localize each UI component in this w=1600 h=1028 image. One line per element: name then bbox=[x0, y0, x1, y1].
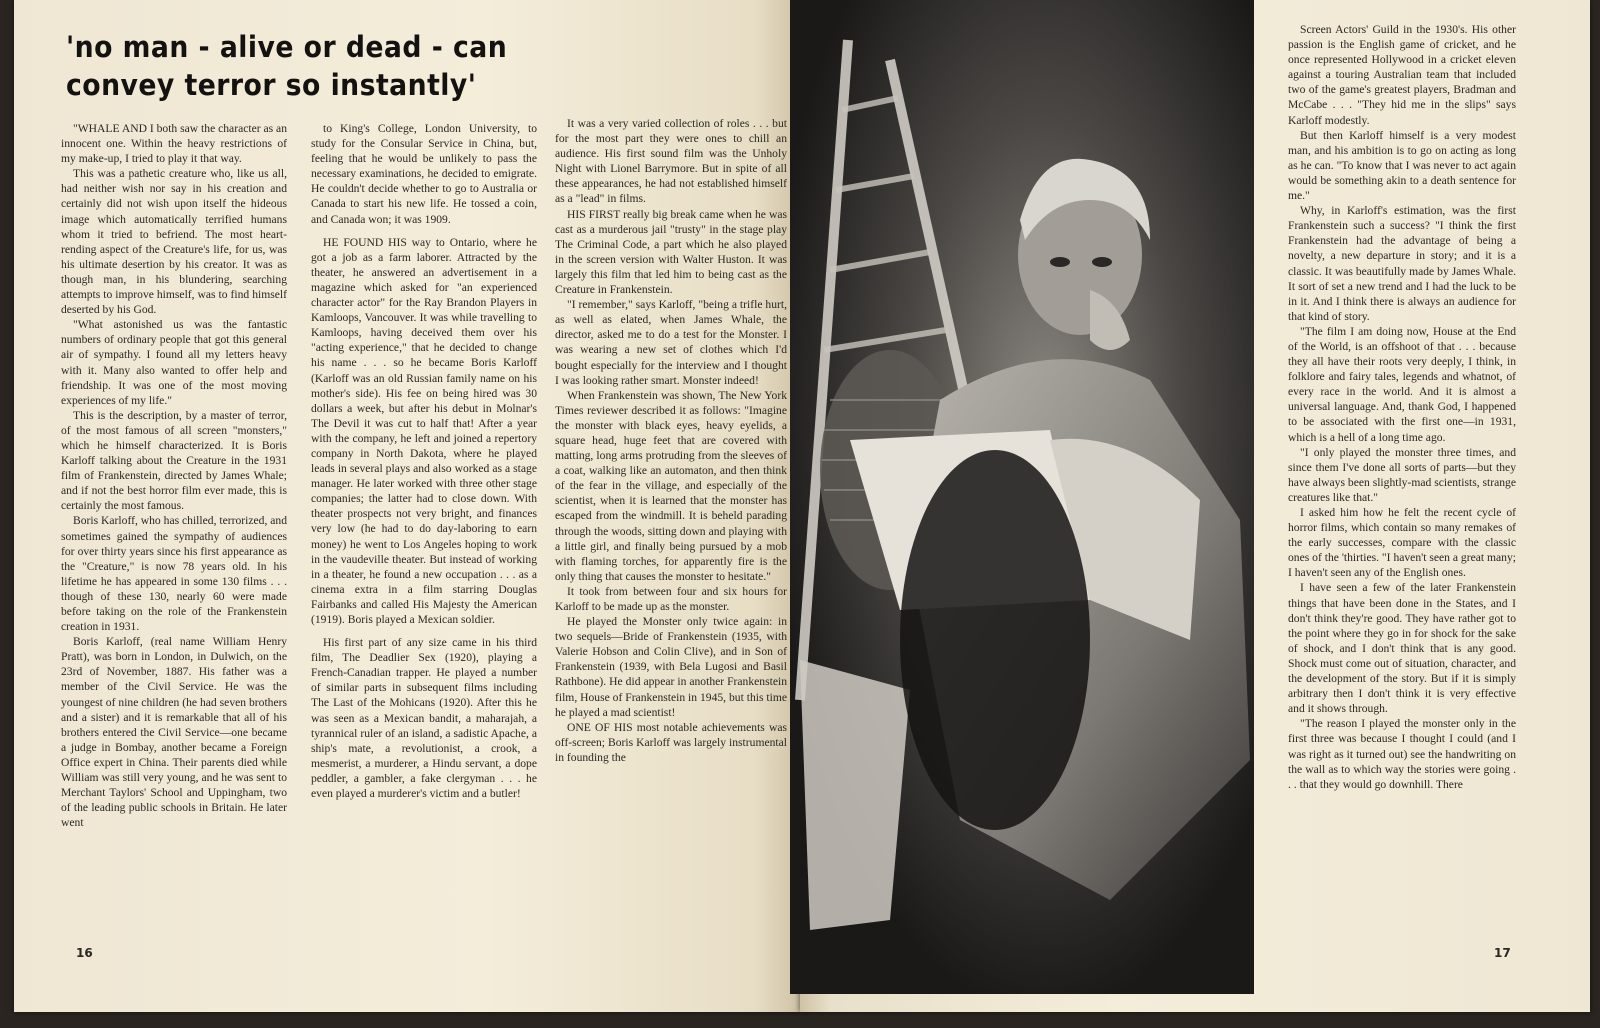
paragraph: Why, in Karloff's estimation, was the first Frankenstein such a success? "I think the first Frankenstein had the advantage of being a novelty, a new departure in story; and it is a classic. It was beautifully made by James Whale. It sort of set a new trend and I had the luck to be in it. And I think there is always an audience for that kind of story. bbox=[1288, 204, 1516, 323]
paragraph: "I remember," says Karloff, "being a trifle hurt, as well as elated, when James Whale, the director, asked me to do a test for the Monster. I was wearing a new set of clothes which I'd bought especially for the interview and I thought I was looking rather smart. Monster indeed! bbox=[555, 298, 787, 387]
article-column-2 bbox=[311, 121, 537, 941]
paragraph: ONE OF HIS most notable achievements was off-screen; Boris Karloff was largely instrumental in founding the bbox=[555, 720, 787, 764]
paragraph: HE FOUND HIS way to Ontario, where he got a job as a farm laborer. Attracted by the theater, he answered an advertisement in a magazine which asked for "an experienced character actor" for the Ray Brandon Players in Kamloops, Vancouver. It was while travelling to Kamloops, having deceived them over his "acting experience," that he decided to change his name . . . so he became Boris Karloff (Karloff was an old Russian family name on his mother's side). His fee on being hired was 30 dollars a week, but after his debut in Molnar's The Devil it was cut to half that! After a year with the company, he left and joined a repertory company in North Dakota, where he played leads in several plays and also worked as a stage manager. He later worked with three other stage companies; the latter had to close down. With theater prospects not very bright, and finances very low (he had to do day-laboring to earn money) he went to Los Angeles hoping to work in the vaudeville theater. But instead of working in a theater, he found a new occupation . . . as a cinema extra in a film starring Douglas Fairbanks and called His Majesty the American (1919). Boris played a Mexican soldier. bbox=[311, 235, 537, 626]
paragraph: Boris Karloff, who has chilled, terrorized, and sometimes gained the sympathy of audiences for over thirty years since his first appearance as the "Creature," is now 78 years old. In his lifetime he has appeared in some 130 films . . . though of these 130, nearly 60 were made before taking on the role of the Frankenstein creation in 1931. bbox=[61, 514, 287, 634]
paragraph: It was a very varied collection of roles . . . but for the most part they were ones to chill an audience. His first sound film was the Unholy Night with Lionel Barrymore. But in spite of all these appearances, he had not established himself as a "lead" in films. bbox=[555, 117, 787, 206]
paragraph: HIS FIRST really big break came when he was cast as a murderous jail "trusty" in the stage play The Criminal Code, a part which he also played in the screen version with Walter Huston. It was largely this film that led him to being cast as the Creature in Frankenstein. bbox=[555, 207, 787, 297]
paragraph: I asked him how he felt the recent cycle of horror films, which contain so many remakes of the early successes, compare with the classic ones of the 'thirties. "I haven't seen a great many; I haven't seen any of the English ones. bbox=[1288, 506, 1516, 580]
paragraph: This is the description, by a master of terror, of the most famous of all screen "monsters," which he himself characterized. It is Boris Karloff talking about the Creature in the 1931 film of Frankenstein, directed by James Whale; and if not the best horror film ever made, this is certainly the most famous. bbox=[61, 408, 287, 513]
paragraph: When Frankenstein was shown, The New York Times reviewer described it as follows: "Imagine the monster with black eyes, heavy eyelids, a square head, huge feet that are covered with matting, long arms protruding from the sleeves of a coat, walking like an automaton, and then think of the fear in the village, and especially of the scientist, when it is learned that the monster has escaped from the windmill. It is beheld parading through the woods, sitting down and playing with a little girl, and finally being pursued by a mob with flaming torches, for apparently fire is the only thing that causes the monster to hesitate." bbox=[555, 388, 787, 583]
paragraph: This was a pathetic creature who, like us all, had neither wish nor say in his creation and certainly did not wish upon itself the hideous image which automatically terrified humans whom it tried to befriend. The most heart-rending aspect of the Creature's life, for us, was his ultimate desertion by his creator. It was as though man, in his blundering, searching attempts to improve himself, was to find himself deserted by his God. bbox=[61, 167, 287, 317]
article-column-1 bbox=[61, 121, 287, 941]
paragraph: "The reason I played the monster only in the first three was because I thought I could (and I was right as it turned out) see the handwriting on the wall as to which way the stories were going . . . that they would go downhill. There bbox=[1288, 717, 1516, 791]
page-number-right: 17 bbox=[1494, 946, 1511, 960]
headline: 'no man - alive or dead - can convey terror so instantly' bbox=[66, 30, 508, 102]
paragraph: His first part of any size came in his third film, The Deadlier Sex (1920), playing a French-Canadian trapper. He played a number of similar parts in subsequent films including The Last of the Mohicans (1920). After this he was seen as a Mexican bandit, a maharajah, a tyrannical ruler of an island, a sadistic Apache, a ship's mate, a revolutionist, a crook, a mesmerist, a murderer, a Hindu servant, a dope peddler, a gambler, a fake clergyman . . . he even played a murderer's victim and a butler! bbox=[311, 636, 537, 801]
paragraph: "I only played the monster three times, and since them I've done all sorts of parts—but they have always been slightly-mad scientists, strange creatures like that." bbox=[1288, 445, 1516, 504]
paragraph: "WHALE AND I both saw the character as an innocent one. Within the heavy restrictions of my make-up, I tried to play it that way. bbox=[61, 122, 287, 166]
paragraph: "What astonished us was the fantastic numbers of ordinary people that got this general air of sympathy. I found all my letters heavy with it. Many also wanted to offer help and friendship. It was one of the most moving experiences of my life." bbox=[61, 318, 287, 407]
paragraph: It took from between four and six hours for Karloff to be made up as the monster. bbox=[555, 584, 787, 613]
article-column-3 bbox=[555, 116, 787, 941]
paragraph: He played the Monster only twice again: in two sequels—Bride of Frankenstein (1935, with Valerie Hobson and Colin Clive), and in Son of Frankenstein (1939, with Bela Lugosi and Basil Rathbone). He did appear in another Frankenstein film, House of Frankenstein in 1945, but this time he played a mad scientist! bbox=[555, 615, 787, 719]
karloff-photo bbox=[790, 0, 1254, 994]
paragraph: to King's College, London University, to study for the Consular Service in China, but, feeling that he would be unlikely to pass the necessary examinations, he decided to emigrate. He couldn't decide whether to go to Australia or Canada to start his new life. He tossed a coin, and Canada won; it was 1909. bbox=[311, 122, 537, 226]
paragraph: Boris Karloff, (real name William Henry Pratt), was born in London, in Dulwich, on the 23rd of November, 1887. His father was a member of the Civil Service. He was the youngest of nine children (he had seven brothers and a sister) and it is remarkable that all of his brothers entered the Civil Service—one became a judge in Bombay, another became a Foreign Office expert in China. Their parents died while William was still very young, and he was sent to Merchant Taylors' School and Uppingham, two of the leading public schools in Britain. He later went bbox=[61, 635, 287, 830]
paragraph: Screen Actors' Guild in the 1930's. His other passion is the English game of cricket, and he once represented Hollywood in a cricket eleven against a touring Australian team that included two of the game's greatest players, Bradman and McCabe . . . "They hid me in the slips" says Karloff modestly. bbox=[1288, 23, 1516, 127]
paragraph: "The film I am doing now, House at the End of the World, is an offshoot of that . . . because they all have their roots very deeply, I think, in folklore and fairy tales, legends and whatnot, of every race in the world. And it is almost a universal language. And, thank God, I happened to be associated with the first one—in 1931, which is a hell of a long time ago. bbox=[1288, 324, 1516, 444]
paragraph: I have seen a few of the later Frankenstein things that have been done in the States, and I don't think they're good. They have rather got to the point where they go in for shock for the sake of shock, and I don't think that is any good. Shock must come out of situation, character, and the development of the story. But if it is simply arbitrary then I don't think it is very effective and it shows through. bbox=[1288, 581, 1516, 716]
article-column-4 bbox=[1288, 22, 1516, 937]
paragraph: But then Karloff himself is a very modest man, and his ambition is to go on acting as long as he can. "To know that I was never to act again would be something akin to a death sentence for me." bbox=[1288, 128, 1516, 203]
page-number-left: 16 bbox=[76, 946, 93, 960]
photo-illustration bbox=[790, 0, 1254, 994]
